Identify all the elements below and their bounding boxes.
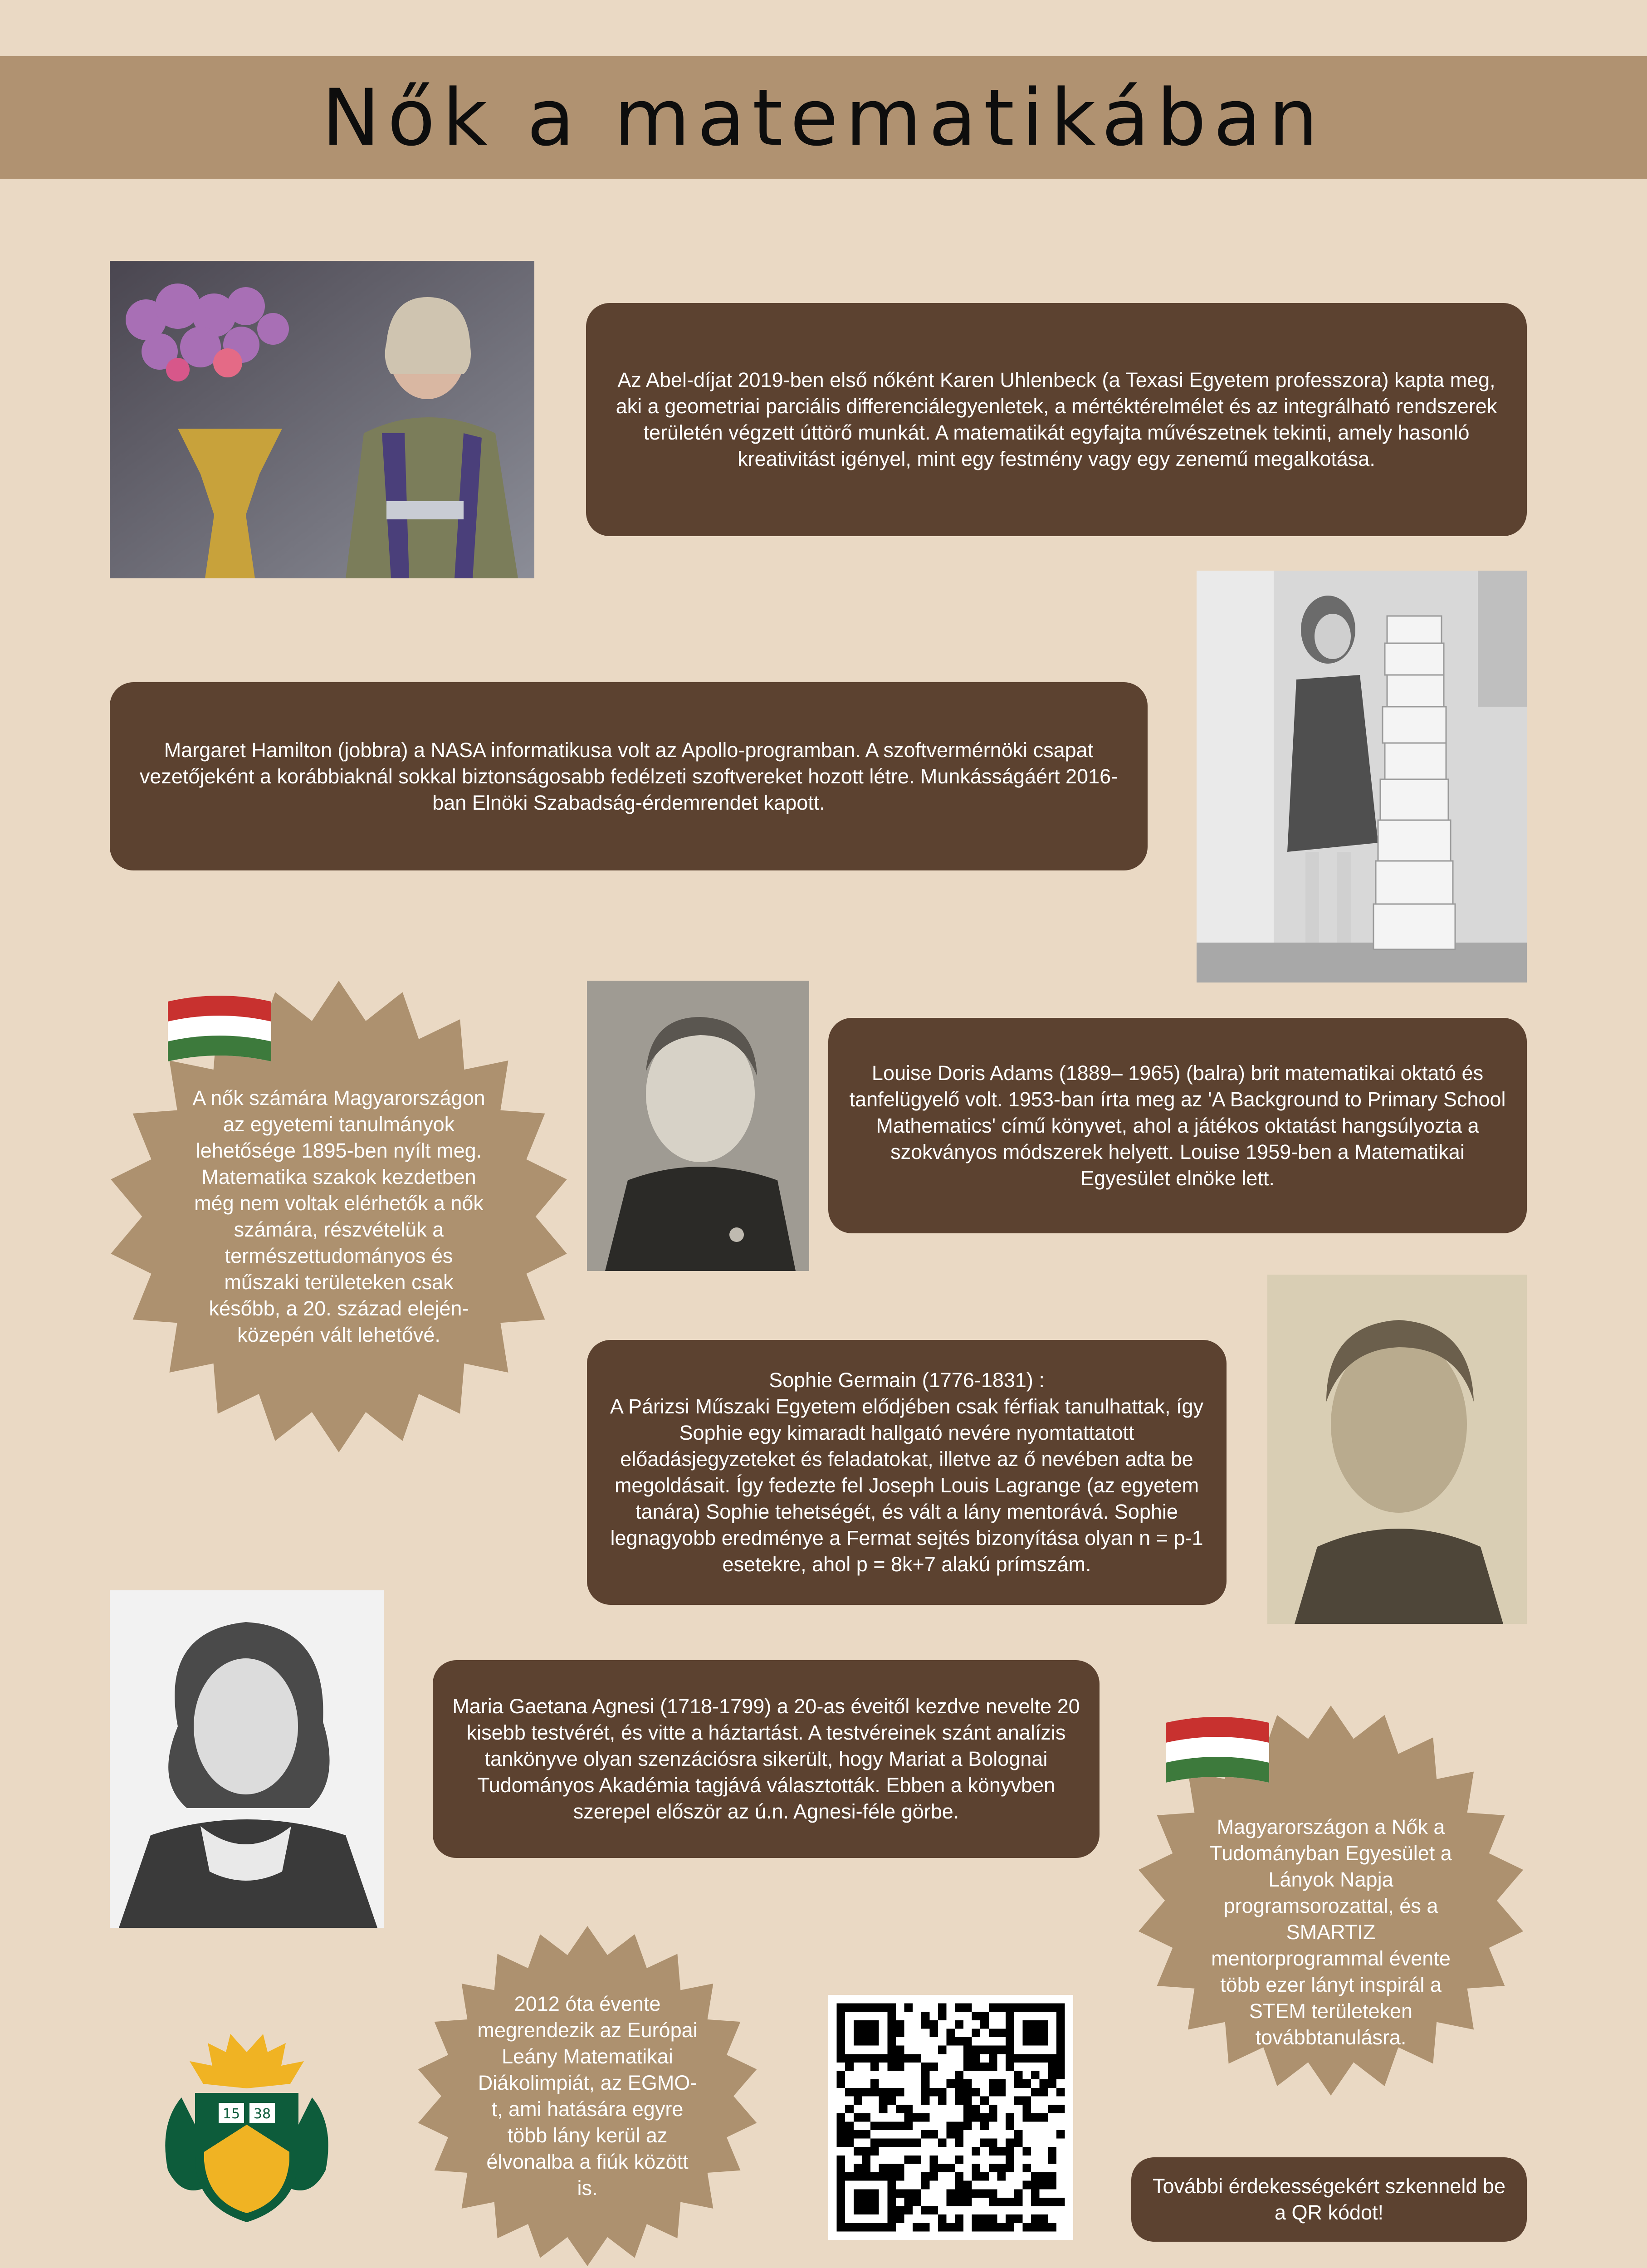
- card-germain-text: A Párizsi Műszaki Egyetem elődjében csak férfiak tanulhattak, így Sophie egy kimaradt hallgató nevére nyomtattatott előadásjegyzeteket és feladatokat, illetve az ő nevében adta be megoldásait. Így fedezte fel Joseph Louis Lagrange (az egyetem tanára) Sophie tehetségét, és vált a lány mentorává. Sophie legnagyobb eredménye a Fermat sejtés bizonyítása olyan n = p-1 esetekre, ahol p = 8k+7 alakú prímszám.: [610, 1395, 1204, 1576]
- crest-year-left: 15: [222, 2106, 240, 2122]
- photo-uhlenbeck: [110, 261, 534, 578]
- title-banner: [0, 56, 1647, 179]
- card-germain: [587, 1340, 1227, 1605]
- university-crest-logo: [150, 2034, 344, 2224]
- qr-hint-label: További érdekességekért szkenneld be a QR kódot!: [1131, 2157, 1527, 2242]
- card-agnesi: Maria Gaetana Agnesi (1718-1799) a 20-as éveitől kezdve nevelte 20 kisebb testvérét, és vitte a háztartást. A testvéreinek szánt analízis tankönyve olyan szenzációsra sikerült, hogy Mariat a Bolognai Tudományos Akadémia tagjává választották. Ebben a könyvben szerepel először az ú.n. Agnesi-féle görbe.: [433, 1660, 1100, 1858]
- star-egmo-text: 2012 óta évente megrendezik az Európai Leány Matematikai Diákolimpiát, az EGMO-t, ami hatására egyre több lány kerül az élvonalba a fiúk között is.: [477, 1992, 698, 2200]
- qr-code[interactable]: [828, 1995, 1073, 2240]
- crest-year-right: 38: [253, 2106, 271, 2122]
- star-egmo: [417, 1926, 758, 2266]
- hungarian-flag-icon: [1161, 1715, 1274, 1791]
- star-hungary-university-text: A nők számára Magyarországon az egyetemi tanulmányok lehetősége 1895-ben nyílt meg. Matematika szakok kezdetben még nem voltak elérhetők a nők számára, részvételük a természettudományos és műszaki területeken csak később, a 20. század elején-közepén vált lehetővé.: [192, 1086, 485, 1346]
- star-smartiz-text: Magyarországon a Nők a Tudományban Egyesület a Lányok Napja programsorozattal, és a SMARTIZ mentorprogrammal évente több ezer lányt inspirál a STEM területeken továbbtanulásra.: [1210, 1815, 1452, 2049]
- photo-adams: [587, 981, 809, 1271]
- card-hamilton: Margaret Hamilton (jobbra) a NASA informatikusa volt az Apollo-programban. A szoftvermérnöki csapat vezetőjeként a korábbiaknál sokkal biztonságosabb fedélzeti szoftvereket hozott létre. Munkásságáért 2016-ban Elnöki Szabadság-érdemrendet kapott.: [110, 682, 1148, 870]
- photo-germain: [1267, 1275, 1527, 1624]
- card-germain-title: Sophie Germain (1776-1831) :: [769, 1369, 1045, 1392]
- card-uhlenbeck: Az Abel-díjat 2019-ben első nőként Karen Uhlenbeck (a Texasi Egyetem professzora) kapta meg, aki a geometriai parciális differenciálegyenletek, a mértéktérelmélet és az integrálható rendszerek területén végzett úttörő munkát. A matematikát egyfajta művészetnek tekinti, amely hasonló kreativitást igényel, mint egy festmény vagy egy zenemű megalkotása.: [586, 303, 1527, 536]
- photo-hamilton: [1197, 571, 1527, 982]
- hungarian-flag-icon: [163, 993, 276, 1070]
- page-title: Nők a matematikában: [322, 72, 1325, 163]
- photo-agnesi: [110, 1590, 384, 1928]
- card-adams: Louise Doris Adams (1889– 1965) (balra) brit matematikai oktató és tanfelügyelő volt. 1953-ban írta meg az 'A Background to Primary School Mathematics' című könyvet, ahol a játékos oktatást hangsúlyozta a szokványos módszerek helyett. Louise 1959-ben a Matematikai Egyesület elnöke lett.: [828, 1018, 1527, 1233]
